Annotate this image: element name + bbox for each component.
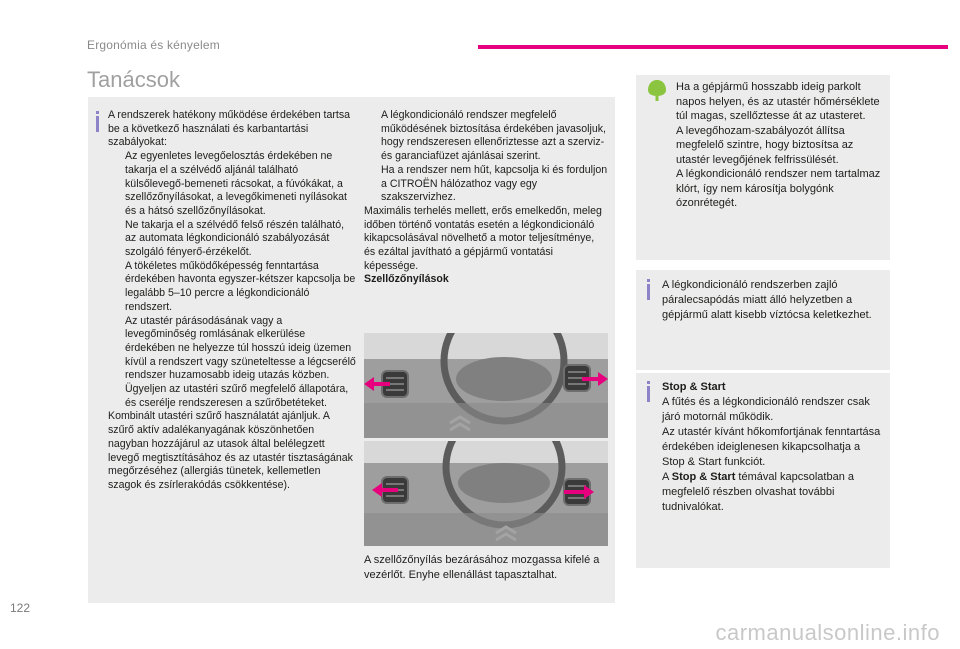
towing-paragraph: Maximális terhelés mellett, erős emelkedőn, meleg időben történő vontatás esetén a légkondicionáló kikapcsolásával növelhető a motor teljesítménye, és ezáltal javítható a gépjármű vontatási képessége. [364, 204, 602, 272]
list-item: Az egyenletes levegőelosztás érdekében ne takarja el a szélvédő aljánál található külsőlevegő-bemeneti rácsokat, a fúvókákat, a szellőzőnyílásokat, a levegőkimeneti nyílásokat és a hátsó szellőzőnyílásokat. [125, 150, 347, 217]
list-item: A tökéletes működőképesség fenntartása érdekében havonta egyszer-kétszer kapcsolja be legalább 5–10 percre a légkondicionáló rendszert. [125, 259, 356, 313]
info-icon-dot [96, 111, 99, 114]
condensation-text: A légkondicionáló rendszerben zajló páralecsapódás miatt álló helyzetben a gépjármű alatt kisebb víztócsa keletkezhet. [662, 279, 872, 321]
column-2 [364, 109, 608, 287]
info-icon-dot [647, 279, 650, 282]
list-item: Az utastér párásodásának vagy a levegőminőség romlásának elkerülése érdekében ne helyezze túl hosszú ideig üzemen kívül a rendszert vagy szüneteltesse a légcserélő rendszer huzamosabb ideig utazás közben. [125, 314, 356, 382]
info-icon [96, 116, 99, 132]
list-item: Ha a rendszer nem hűt, kapcsolja ki és forduljon a CITROËN hálózathoz vagy egy szakszervizhez. [381, 163, 608, 204]
stop-start-title: Stop & Start [662, 381, 726, 393]
dashboard-vent-illustration [364, 333, 608, 438]
dashboard-vent-illustration [364, 441, 608, 546]
leaf-icon [646, 78, 668, 102]
info-icon [647, 284, 650, 300]
intro-text: A rendszerek hatékony működése érdekében tartsa be a következő használati és karbantartási szabályokat: [108, 109, 351, 149]
page-title: Tanácsok [87, 67, 180, 92]
vent-photo-1 [364, 333, 608, 438]
stop-start-note [662, 380, 882, 515]
info-icon [647, 386, 650, 402]
watermark: carmanualsonline.info [715, 620, 940, 645]
info-icon-dot [647, 381, 650, 384]
vent-photo-2 [364, 441, 608, 546]
column-1 [108, 109, 356, 493]
header-accent-bar [478, 45, 948, 49]
section-header: Ergonómia és kényelem [87, 38, 220, 52]
outro-text: Kombinált utastéri szűrő használatát ajánljuk. A szűrő aktív adalékanyagának köszönhetően nagyban hozzájárul az utasok által belélegzett levegő megtisztításához és az utastér tisztaságának megőrzéséhez (allergiás tünetek, kellemetlen szagok és zsírlerakódás csökkentése). [108, 410, 353, 491]
vents-caption: A szellőzőnyílás bezárásához mozgassa kifelé a vezérlőt. Enyhe ellenállást tapasztalhat. [364, 554, 600, 581]
list-item: A légkondicionáló rendszer megfelelő működésének biztosítása érdekében javasoljuk, hogy rendszeresen ellenőriztesse azt a szerviz- és garanciafüzet ajánlásai szerint. [381, 109, 606, 163]
page-number: 122 [10, 601, 31, 615]
list-item: Ne takarja el a szélvédő felső részén található, az automata légkondicionáló szabályozását szolgáló fényerő-érzékelőt. [125, 218, 345, 259]
vents-heading: Szellőzőnyílások [364, 273, 449, 286]
stop-start-text: A fűtés és a légkondicionáló rendszer csak járó motornál működik. Az utastér kívánt hőkomfortjának fenntartása érdekében ideiglenesen kikapcsolhatja a Stop & Start funkciót. A Stop & Start témával kapcsolatban a megfelelő részben olvashat további tudnivalókat. [662, 396, 881, 513]
list-item: Ügyeljen az utastéri szűrő megfelelő állapotára, és cserélje rendszeresen a szűrőbetéteket. [125, 383, 349, 409]
eco-tip-text: Ha a gépjármű hosszabb ideig parkolt napos helyen, és az utastér hőmérséklete túl magas, szellőztesse át az utasteret. A levegőhozam-szabályozót állítsa megfelelő szintre, hogy biztosítsa az utastér levegőjének felfrissülését. A légkondicionáló rendszer nem tartalmaz klórt, így nem károsítja bolygónk ózonrétegét. [676, 81, 881, 209]
